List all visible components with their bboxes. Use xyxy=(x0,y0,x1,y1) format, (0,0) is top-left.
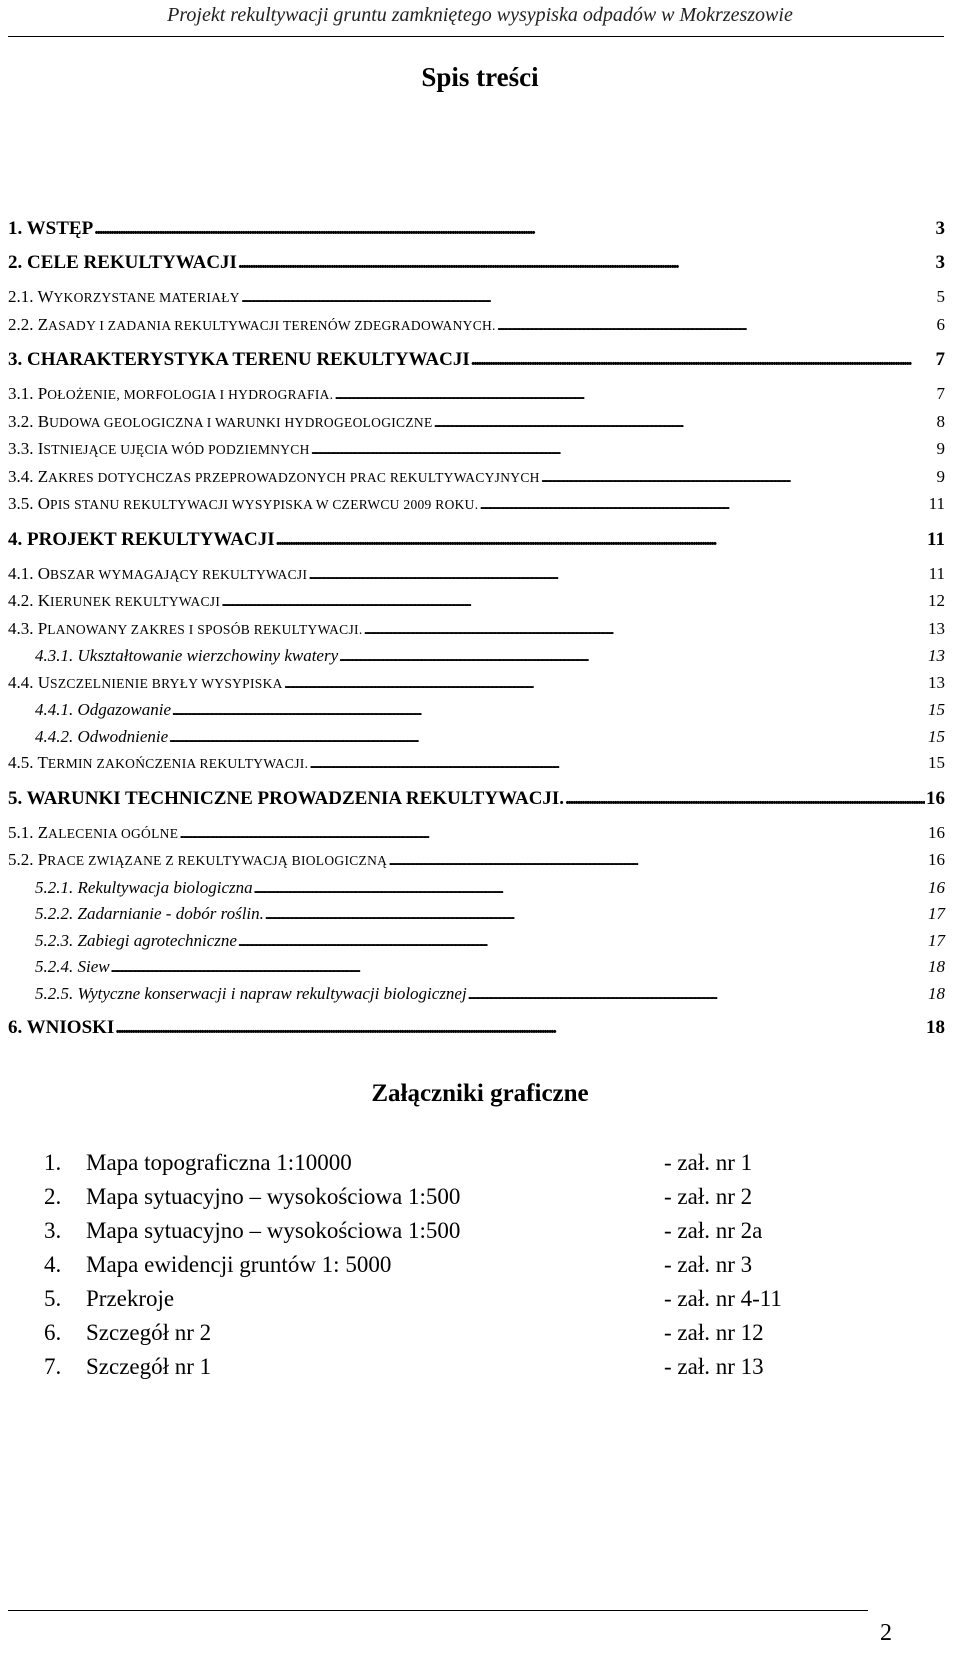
toc-entry-label xyxy=(35,901,264,928)
toc-entry-label xyxy=(8,284,240,312)
toc-entry-page: 7 xyxy=(935,349,945,370)
toc-entry-label xyxy=(8,409,433,437)
attachment-item xyxy=(44,1350,924,1384)
toc-entry-title: Siew xyxy=(77,957,110,976)
toc-entry-page: 6 xyxy=(936,314,945,334)
toc-entry[interactable] xyxy=(8,284,945,312)
toc-entry-number: 3.4. xyxy=(8,466,34,486)
dot-leader xyxy=(497,312,936,339)
dot-leader xyxy=(276,527,926,553)
dot-leader xyxy=(471,347,935,373)
toc-entry-page: 15 xyxy=(928,700,945,719)
toc-entry-page: 12 xyxy=(928,591,945,610)
toc-entry-label xyxy=(8,312,496,340)
toc-entry-title: O xyxy=(37,563,51,583)
toc-entry-page: 16 xyxy=(928,877,945,897)
header-rule xyxy=(8,36,944,37)
toc-entry-number: 3.1. xyxy=(8,384,34,403)
toc-entry-label xyxy=(35,697,171,724)
dot-leader xyxy=(479,491,927,518)
toc-entry-title-rest: IERUNEK REKULTYWACJI xyxy=(50,594,221,609)
toc-entry-label xyxy=(8,1015,114,1041)
toc-entry[interactable] xyxy=(8,643,945,670)
toc-entry-title-rest: YKORZYSTANE MATERIAŁY xyxy=(53,290,240,305)
toc-entry[interactable] xyxy=(8,436,945,464)
page-number: 2 xyxy=(880,1620,892,1646)
toc-entry-number: 4. xyxy=(8,528,23,550)
toc-entry-number: 2.2. xyxy=(8,314,34,334)
toc-entry-label xyxy=(8,347,470,373)
toc-entry-label xyxy=(8,820,178,848)
toc-entry-label xyxy=(8,750,308,778)
toc-entry-page: 3 xyxy=(935,252,945,273)
dot-leader xyxy=(94,216,934,242)
toc-entry-page: 16 xyxy=(928,822,945,842)
dot-leader xyxy=(541,464,936,491)
attachments-title: Załączniki graficzne xyxy=(371,1080,589,1107)
toc-entry-label xyxy=(8,250,237,276)
attachment-name: Przekroje xyxy=(86,1286,175,1311)
toc-entry-title-rest: OŁOŻENIE, MORFOLOGIA I HYDROGRAFIA. xyxy=(47,387,334,402)
toc-entry[interactable] xyxy=(8,954,945,981)
toc-entry-number: 5.2.4. xyxy=(35,957,74,976)
toc-entry[interactable] xyxy=(8,697,945,724)
toc-entry[interactable] xyxy=(8,588,945,616)
dot-leader xyxy=(334,381,935,408)
toc-entry-number: 1. xyxy=(8,218,23,239)
toc-entry-title-rest: RACE ZWIĄZANE Z REKULTYWACJĄ BIOLOGICZNĄ xyxy=(47,853,388,868)
attachment-item xyxy=(44,1316,924,1350)
toc-entry-number: 4.3. xyxy=(8,618,34,638)
dot-leader xyxy=(339,643,927,670)
toc-entry-title: Ukształtowanie wierzchowiny kwatery xyxy=(77,646,339,665)
toc-entry[interactable] xyxy=(8,750,945,778)
toc-entry-number: 5. xyxy=(8,787,23,809)
toc-entry[interactable] xyxy=(8,561,945,589)
toc-entry-page: 18 xyxy=(926,1017,945,1038)
toc-entry[interactable] xyxy=(8,724,945,751)
toc-entry-page: 18 xyxy=(928,983,945,1003)
toc-entry[interactable] xyxy=(8,250,945,276)
attachment-item xyxy=(44,1180,924,1214)
toc-entry-page: 3 xyxy=(935,218,945,239)
toc-entry-title: B xyxy=(37,411,50,431)
attachment-number: 3. xyxy=(44,1218,62,1243)
attachment-number: 5. xyxy=(44,1286,62,1311)
toc-entry-title: PROJEKT REKULTYWACJI xyxy=(27,528,275,550)
toc-title: Spis treści xyxy=(421,62,539,92)
toc-entry-page: 11 xyxy=(927,528,945,550)
dot-leader xyxy=(468,981,927,1008)
toc-entry[interactable] xyxy=(8,875,945,902)
attachment-name: Mapa sytuacyjno – wysokościowa 1:500 xyxy=(86,1218,461,1243)
toc-entry[interactable] xyxy=(8,901,945,928)
toc-entry-number: 5.2.3. xyxy=(35,930,74,950)
toc-entry-label xyxy=(35,875,253,902)
attachment-item xyxy=(44,1214,924,1248)
toc-entry-number: 3.5. xyxy=(8,494,34,513)
dot-leader xyxy=(238,928,927,955)
toc-entry-title-rest: BSZAR WYMAGAJĄCY REKULTYWACJI xyxy=(50,566,308,582)
toc-entry-title: Rekultywacja biologiczna xyxy=(77,877,253,897)
dot-leader xyxy=(308,561,927,588)
toc-entry[interactable] xyxy=(8,312,945,340)
toc-entry-label xyxy=(8,847,387,875)
toc-entry-label xyxy=(8,786,564,812)
toc-entry-number: 2.1. xyxy=(8,287,34,306)
toc-entry-label xyxy=(8,491,478,519)
attachment-number: 2. xyxy=(44,1184,62,1209)
toc-entry[interactable] xyxy=(8,464,945,492)
attachment-number: 6. xyxy=(44,1320,62,1345)
toc-entry-page: 11 xyxy=(928,563,945,583)
attachment-reference: - zał. nr 2a xyxy=(664,1218,763,1243)
toc-entry-page: 15 xyxy=(928,726,945,746)
toc-entry-page: 16 xyxy=(926,787,945,809)
toc-entry-label xyxy=(35,928,237,955)
toc-entry-number: 5.2.1. xyxy=(35,877,74,897)
toc-entry-title: T xyxy=(37,753,48,772)
toc-entry-title-rest: ASADY I ZADANIA REKULTYWACJI TERENÓW ZDEGRADOWANYCH. xyxy=(48,317,496,333)
dot-leader xyxy=(284,670,927,697)
toc-entry-title: Odwodnienie xyxy=(77,726,169,746)
toc-entry-label xyxy=(35,643,338,670)
toc-entry[interactable] xyxy=(8,616,945,644)
dot-leader xyxy=(115,1015,925,1041)
attachment-name: Mapa topograficzna 1:10000 xyxy=(86,1150,352,1175)
attachment-number: 4. xyxy=(44,1252,62,1277)
toc-entry-title: P xyxy=(37,618,48,638)
toc-entry-label xyxy=(8,527,275,553)
toc-entry-number: 4.1. xyxy=(8,563,34,583)
attachment-item xyxy=(44,1282,924,1316)
dot-leader xyxy=(111,954,927,981)
toc-entry-page: 8 xyxy=(936,411,945,431)
toc-entry-label xyxy=(35,954,110,981)
toc-entry-title: P xyxy=(37,850,48,869)
attachment-reference: - zał. nr 13 xyxy=(664,1354,764,1379)
toc-entry-title: Z xyxy=(37,314,49,334)
toc-entry-title-rest: STNIEJĄCE UJĘCIA WÓD PODZIEMNYCH xyxy=(43,442,310,457)
toc-entry-title: WSTĘP xyxy=(26,218,94,239)
toc-entry-title-rest: LANOWANY ZAKRES I SPOSÓB REKULTYWACJI. xyxy=(47,621,363,637)
toc-entry-title: K xyxy=(37,591,51,610)
toc-entry[interactable] xyxy=(8,928,945,955)
toc-entry-title: WNIOSKI xyxy=(26,1017,115,1038)
toc-entry-title-rest: AKRES DOTYCHCZAS PRZEPROWADZONYCH PRAC REKULTYWACYJNYCH xyxy=(48,469,540,485)
toc-entry-title-rest: PIS STANU REKULTYWACJI WYSYPISKA W CZERWCU 2009 ROKU. xyxy=(50,497,479,512)
attachment-item xyxy=(44,1146,924,1180)
dot-leader xyxy=(254,875,927,902)
toc-entry-label xyxy=(8,381,333,409)
toc-entry-label xyxy=(8,670,283,698)
toc-entry-page: 5 xyxy=(936,287,945,306)
toc-entry-title-rest: ERMIN ZAKOŃCZENIA REKULTYWACJI. xyxy=(47,756,309,771)
dot-leader xyxy=(172,697,927,724)
attachment-item xyxy=(44,1248,924,1282)
dot-leader xyxy=(265,901,927,928)
attachments-list xyxy=(44,1146,924,1384)
attachment-name: Szczegół nr 2 xyxy=(86,1320,212,1345)
toc-entry-page: 7 xyxy=(936,384,945,403)
attachment-name: Mapa sytuacyjno – wysokościowa 1:500 xyxy=(86,1184,461,1209)
toc-entry-page: 13 xyxy=(928,646,945,665)
toc-entry[interactable] xyxy=(8,1015,945,1041)
toc-entry-page: 17 xyxy=(928,930,945,950)
toc-entry-page: 17 xyxy=(928,904,945,923)
toc-entry-title: W xyxy=(37,287,54,306)
toc-entry-page: 11 xyxy=(928,494,945,513)
toc-entry-number: 5.2.5. xyxy=(35,983,74,1003)
toc-entry-title-rest: ALECENIA OGÓLNE xyxy=(48,825,179,841)
toc-entry-number: 4.3.1. xyxy=(35,646,74,665)
attachment-reference: - zał. nr 4-11 xyxy=(664,1286,782,1311)
dot-leader xyxy=(238,250,935,276)
toc-entry[interactable] xyxy=(8,820,945,848)
toc-entry-number: 4.2. xyxy=(8,591,34,610)
toc-entry-page: 18 xyxy=(928,957,945,976)
toc-entry-page: 9 xyxy=(936,466,945,486)
toc-entry-title: O xyxy=(37,494,51,513)
toc-entry-title: Odgazowanie xyxy=(77,700,171,719)
toc-entry-label xyxy=(8,216,93,242)
toc-entry-title: Zabiegi agrotechniczne xyxy=(77,930,237,950)
toc-entry-page: 9 xyxy=(936,439,945,458)
toc-entry-page: 13 xyxy=(928,618,945,638)
running-header: Projekt rekultywacji gruntu zamkniętego wysypiska odpadów w Mokrzeszowie xyxy=(167,4,793,26)
dot-leader xyxy=(565,786,925,812)
attachment-number: 1. xyxy=(44,1150,62,1175)
toc-entry[interactable] xyxy=(8,981,945,1008)
toc-entry[interactable] xyxy=(8,670,945,698)
toc-entry-number: 3.2. xyxy=(8,411,34,431)
toc-entry-title: P xyxy=(37,384,48,403)
toc-entry-title: Zadarnianie - dobór roślin. xyxy=(77,904,264,923)
toc-entry-number: 5.1. xyxy=(8,822,34,842)
toc-entry[interactable] xyxy=(8,216,945,242)
toc-entry-title: Z xyxy=(37,822,49,842)
dot-leader xyxy=(221,588,927,615)
dot-leader xyxy=(364,616,927,643)
toc-entry-label xyxy=(35,724,168,751)
dot-leader xyxy=(241,284,936,311)
attachment-number: 7. xyxy=(44,1354,62,1379)
toc-entry-page: 16 xyxy=(928,850,945,869)
toc-entry-number: 4.4.1. xyxy=(35,700,74,719)
toc-entry-title: CELE REKULTYWACJI xyxy=(27,252,237,273)
toc-entry-number: 6. xyxy=(8,1017,23,1038)
toc-entry[interactable] xyxy=(8,527,945,553)
toc-entry-title: Wytyczne konserwacji i napraw rekultywacji biologicznej xyxy=(77,983,467,1003)
toc-entry-title: Z xyxy=(37,466,49,486)
attachment-name: Szczegół nr 1 xyxy=(86,1354,212,1379)
toc-entry-number: 5.2. xyxy=(8,850,34,869)
dot-leader xyxy=(434,409,936,436)
toc-entry[interactable] xyxy=(8,347,945,373)
toc-entry-number: 4.4. xyxy=(8,672,34,692)
toc-entry-number: 2. xyxy=(8,252,23,273)
toc-entry-page: 15 xyxy=(928,753,945,772)
attachment-reference: - zał. nr 12 xyxy=(664,1320,764,1345)
toc-entry-title: CHARAKTERYSTYKA TERENU REKULTYWACJI xyxy=(27,349,470,370)
attachment-reference: - zał. nr 3 xyxy=(664,1252,753,1277)
toc-entry-label xyxy=(8,588,220,616)
toc-entry-label xyxy=(8,561,307,589)
dot-leader xyxy=(169,724,927,751)
toc-entry-number: 3.3. xyxy=(8,439,34,458)
table-of-contents xyxy=(8,216,945,1049)
toc-entry-title-rest: UDOWA GEOLOGICZNA I WARUNKI HYDROGEOLOGICZNE xyxy=(49,414,433,430)
footer-rule xyxy=(8,1610,868,1611)
toc-entry-title: U xyxy=(37,672,51,692)
toc-entry[interactable] xyxy=(8,786,945,812)
dot-leader xyxy=(311,436,936,463)
attachment-reference: - zał. nr 2 xyxy=(664,1184,753,1209)
toc-entry-page: 13 xyxy=(928,672,945,692)
toc-entry-number: 5.2.2. xyxy=(35,904,74,923)
toc-entry[interactable] xyxy=(8,491,945,519)
toc-entry-title-rest: SZCZELNIENIE BRYŁY WYSYPISKA xyxy=(50,675,283,691)
toc-entry-number: 3. xyxy=(8,349,23,370)
toc-entry-label xyxy=(8,436,310,464)
attachment-reference: - zał. nr 1 xyxy=(664,1150,753,1175)
toc-entry-label xyxy=(8,616,363,644)
dot-leader xyxy=(179,820,927,847)
toc-entry-label xyxy=(8,464,540,492)
toc-entry[interactable] xyxy=(8,847,945,875)
toc-entry-label xyxy=(35,981,467,1008)
toc-entry-number: 4.4.2. xyxy=(35,726,74,746)
dot-leader xyxy=(388,847,927,874)
toc-entry-number: 4.5. xyxy=(8,753,34,772)
toc-entry-title: WARUNKI TECHNICZNE PROWADZENIA REKULTYWACJI. xyxy=(26,787,565,809)
dot-leader xyxy=(309,750,927,777)
toc-entry[interactable] xyxy=(8,381,945,409)
attachment-name: Mapa ewidencji gruntów 1: 5000 xyxy=(86,1252,392,1277)
toc-entry[interactable] xyxy=(8,409,945,437)
toc-entry-title: I xyxy=(37,439,44,458)
